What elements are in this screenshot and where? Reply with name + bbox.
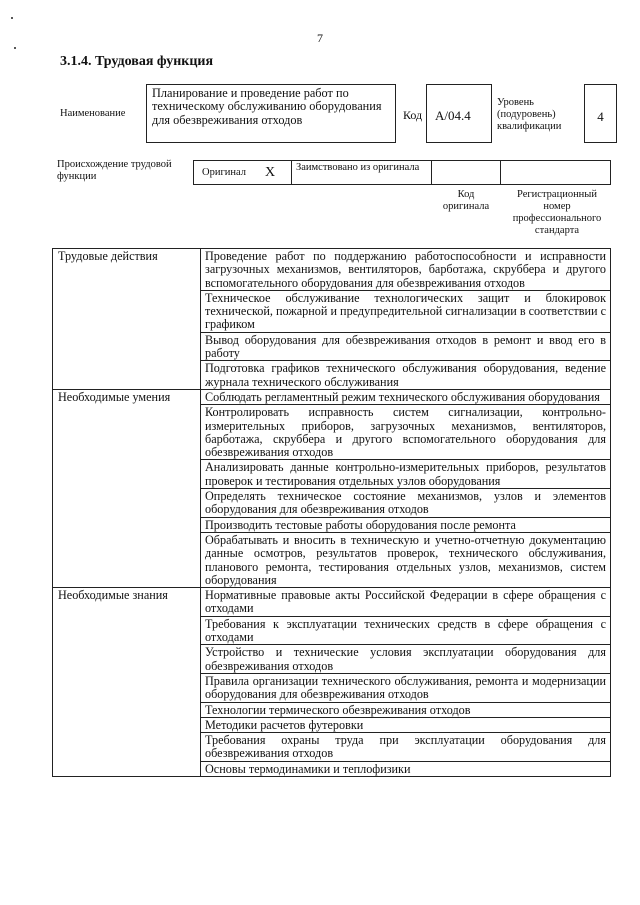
code-origin-caption: Код оригинала xyxy=(442,189,490,212)
table-row xyxy=(53,249,611,291)
item-cell: Требования охраны труда при эксплуатации оборудования для обезвреживания отходов xyxy=(201,733,611,762)
table-row xyxy=(53,588,611,617)
scan-dot xyxy=(14,47,16,49)
scan-dot xyxy=(11,17,13,19)
item-cell: Устройство и технические условия эксплуатации оборудования для обезвреживания отходов xyxy=(201,645,611,674)
page-number: 7 xyxy=(317,31,323,45)
function-name: Планирование и проведение работ по техническому обслуживанию оборудования для обезвреживания отходов xyxy=(146,84,396,143)
code-value: А/04.4 xyxy=(426,84,492,143)
item-cell: Нормативные правовые акты Российской Федерации в сфере обращения с отходами xyxy=(201,588,611,617)
reg-number-caption: Регистрационный номер профессионального стандарта xyxy=(512,189,602,236)
item-cell: Правила организации технического обслуживания, ремонта и модернизации оборудования для обезвреживания отходов xyxy=(201,673,611,702)
original-mark: Х xyxy=(265,165,276,180)
item-cell: Вывод оборудования для обезвреживания отходов в ремонт и ввод его в работу xyxy=(201,332,611,361)
item-cell: Контролировать исправность систем сигнализации, контрольно-измерительных приборов, загрузочных механизмов, вентиляторов, барботажа, скруббера и другого вспомогательного оборудования для обезвреживания отходов xyxy=(201,405,611,460)
item-cell: Основы термодинамики и теплофизики xyxy=(201,761,611,776)
item-cell: Методики расчетов футеровки xyxy=(201,717,611,732)
item-cell: Техническое обслуживание технологических защит и блокировок технической, пожарной и предупредительной сигнализации в соответствии с графиком xyxy=(201,290,611,332)
original-label: Оригинал xyxy=(202,167,246,178)
reg-number-cell xyxy=(500,160,611,185)
section-title: 3.1.4. Трудовая функция xyxy=(60,54,214,69)
original-cell xyxy=(193,160,292,185)
item-cell: Требования к эксплуатации технических средств в сфере обращения с отходами xyxy=(201,616,611,645)
category-cell: Необходимые знания xyxy=(53,588,201,777)
code-label: Код xyxy=(403,108,423,122)
category-cell: Необходимые умения xyxy=(53,389,201,587)
level-value: 4 xyxy=(584,84,617,143)
function-table xyxy=(52,248,611,777)
item-cell: Производить тестовые работы оборудования после ремонта xyxy=(201,517,611,532)
item-cell: Проведение работ по поддержанию работоспособности и исправности загрузочных механизмов, вентиляторов, барботажа, скруббера и другого вспомогательного оборудования для обезвреживания отходов xyxy=(201,249,611,291)
item-cell: Определять техническое состояние механизмов, узлов и элементов оборудования для обезвреживания отходов xyxy=(201,489,611,518)
level-label: Уровень (подуровень) квалификации xyxy=(497,97,562,132)
item-cell: Технологии термического обезвреживания отходов xyxy=(201,702,611,717)
item-cell: Подготовка графиков технического обслуживания оборудования, ведение журнала технического обслуживания xyxy=(201,361,611,390)
origin-label: Происхождение трудовой функции xyxy=(57,159,172,182)
borrowed-cell: Заимствовано из оригинала xyxy=(291,160,432,185)
code-origin-cell xyxy=(431,160,501,185)
item-cell: Соблюдать регламентный режим технического обслуживания оборудования xyxy=(201,389,611,404)
item-cell: Анализировать данные контрольно-измерительных приборов, результатов проверок и тестирования отдельных узлов оборудования xyxy=(201,460,611,489)
category-cell: Трудовые действия xyxy=(53,249,201,390)
item-cell: Обрабатывать и вносить в техническую и учетно-отчетную документацию данные осмотров, результатов проверок, технического обслуживания, планового ремонта, тестирования отдельных узлов, механизмов, систем оборудования xyxy=(201,532,611,587)
table-row xyxy=(53,389,611,404)
name-label: Наименование xyxy=(60,108,126,119)
